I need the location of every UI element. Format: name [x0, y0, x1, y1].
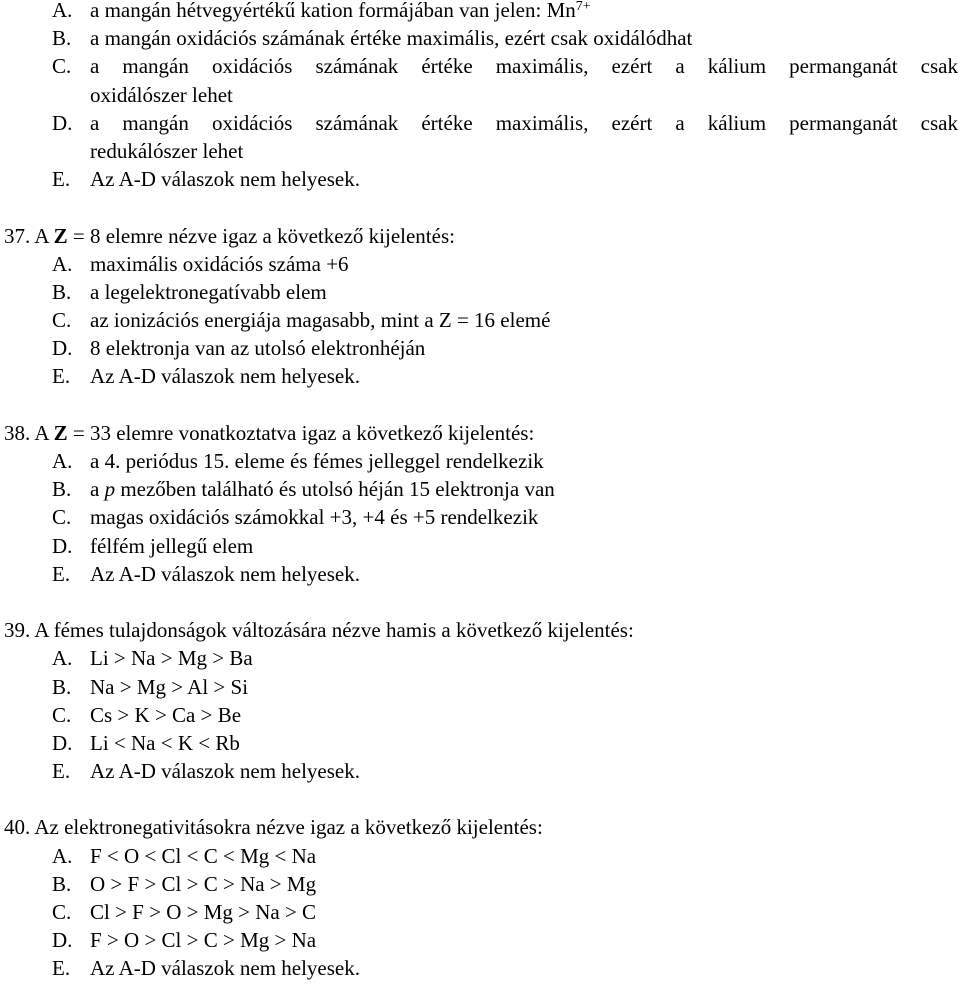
option-text: O > F > Cl > C > Na > Mg — [90, 871, 317, 896]
option-text: Li > Na > Mg > Ba — [90, 646, 253, 671]
option-37-b — [0, 278, 958, 306]
option-36-c-continuation: oxidálószer lehet — [90, 82, 233, 107]
question-38 — [0, 419, 958, 588]
option-text: a mangán oxidációs számának értéke maximális, ezért a kálium permanganát csak — [90, 110, 958, 135]
question-37 — [0, 222, 958, 391]
stem-text: A — [34, 223, 54, 248]
option-label: A. — [52, 0, 73, 22]
option-text: Li < Na < K < Rb — [90, 730, 240, 755]
stem-text: Az elektronegativitásokra nézve igaz a következő kijelentés: — [34, 815, 543, 840]
stem-text: A — [34, 420, 54, 445]
option-39-c — [0, 701, 958, 729]
option-text: a mangán hétvegyértékű kation formájában van jelen: Mn — [90, 0, 576, 22]
option-label: D. — [52, 533, 73, 558]
option-40-b — [0, 870, 958, 898]
option-label: E. — [52, 167, 71, 192]
option-37-c — [0, 306, 958, 334]
option-text: Az A-D válaszok nem helyesek. — [90, 561, 360, 586]
option-label: E. — [52, 561, 71, 586]
option-label: D. — [52, 730, 73, 755]
option-label: C. — [52, 54, 72, 79]
option-38-b — [0, 475, 958, 503]
option-36-c — [0, 52, 958, 80]
option-text: a legelektronegatívabb elem — [90, 279, 327, 304]
option-text: Az A-D válaszok nem helyesek. — [90, 364, 360, 389]
option-40-e — [0, 954, 958, 982]
option-label: E. — [52, 759, 71, 784]
option-36-a — [0, 0, 958, 24]
option-label: D. — [52, 110, 73, 135]
option-label: B. — [52, 674, 72, 699]
option-label: A. — [52, 449, 73, 473]
option-38-a — [0, 447, 958, 475]
option-38-c — [0, 503, 958, 531]
option-text: F > O > Cl > C > Mg > Na — [90, 928, 317, 953]
option-36-b — [0, 24, 958, 52]
spacer — [0, 391, 958, 419]
option-40-c — [0, 898, 958, 926]
question-40 — [0, 813, 958, 982]
option-37-a — [0, 250, 958, 278]
option-label: B. — [52, 477, 72, 502]
option-38-e — [0, 560, 958, 588]
option-36-d-continuation: redukálószer lehet — [90, 138, 244, 163]
option-36-d — [0, 109, 958, 137]
stem-text: = 8 elemre nézve igaz a következő kijelentés: — [67, 223, 455, 248]
option-text: Az A-D válaszok nem helyesek. — [90, 167, 360, 192]
option-40-a — [0, 842, 958, 870]
question-stem — [0, 222, 958, 250]
option-label: D. — [52, 336, 73, 361]
question-stem — [0, 616, 958, 644]
question-number: 39. — [4, 618, 31, 643]
option-text: Az A-D válaszok nem helyesek. — [90, 956, 360, 981]
option-text: Az A-D válaszok nem helyesek. — [90, 759, 360, 784]
option-label: B. — [52, 871, 72, 896]
question-number: 40. — [4, 815, 31, 840]
spacer — [0, 193, 958, 221]
option-39-d — [0, 729, 958, 757]
option-text: Cs > K > Ca > Be — [90, 702, 242, 727]
question-36 — [0, 0, 958, 193]
option-label: E. — [52, 956, 71, 981]
option-label: A. — [52, 646, 73, 671]
option-label: B. — [52, 279, 72, 304]
question-stem — [0, 813, 958, 841]
option-label: C. — [52, 702, 72, 727]
option-label: C. — [52, 900, 72, 924]
option-36-e — [0, 165, 958, 193]
option-39-a — [0, 644, 958, 672]
option-label: E. — [52, 364, 71, 389]
charge-superscript: 7+ — [575, 0, 591, 14]
option-label: D. — [52, 928, 73, 953]
option-text: F < O < Cl < C < Mg < Na — [90, 843, 317, 868]
question-39 — [0, 616, 958, 785]
question-number: 38. — [4, 420, 31, 445]
spacer — [0, 588, 958, 616]
option-38-d — [0, 532, 958, 560]
option-label: A. — [52, 843, 73, 868]
option-40-d — [0, 926, 958, 954]
option-text: mezőben található és utolsó héján 15 elektronja van — [115, 477, 555, 502]
option-text: a mangán oxidációs számának értéke maximális, ezért csak oxidálódhat — [90, 26, 693, 51]
option-text: 8 elektronja van az utolsó elektronhéján — [90, 336, 426, 361]
option-text: magas oxidációs számokkal +3, +4 és +5 rendelkezik — [90, 505, 539, 530]
option-label: A. — [52, 251, 73, 276]
atomic-number-symbol: Z — [53, 420, 68, 445]
atomic-number-symbol: Z — [53, 223, 68, 248]
question-number: 37. — [4, 223, 31, 248]
option-text: a 4. periódus 15. eleme és fémes jelleggel rendelkezik — [90, 449, 544, 473]
option-text-prefix: a — [90, 477, 105, 502]
option-text: maximális oxidációs száma +6 — [90, 251, 349, 276]
option-label: B. — [52, 26, 72, 51]
spacer — [0, 785, 958, 813]
option-label: C. — [52, 505, 72, 530]
option-text: Cl > F > O > Mg > Na > C — [90, 900, 317, 924]
option-text: az ionizációs energiája magasabb, mint a Z = 16 elemé — [90, 308, 551, 333]
option-label: C. — [52, 308, 72, 333]
option-37-e — [0, 362, 958, 390]
option-39-b — [0, 673, 958, 701]
option-37-d — [0, 334, 958, 362]
question-stem — [0, 419, 958, 447]
stem-text: = 33 elemre vonatkoztatva igaz a következő kijelentés: — [67, 420, 535, 445]
option-text: félfém jellegű elem — [90, 533, 254, 558]
option-39-e — [0, 757, 958, 785]
option-text: Na > Mg > Al > Si — [90, 674, 249, 699]
option-text: a mangán oxidációs számának értéke maximális, ezért a kálium permanganát csak — [90, 54, 958, 79]
block-symbol: p — [104, 477, 116, 502]
stem-text: A fémes tulajdonságok változására nézve hamis a következő kijelentés: — [34, 618, 634, 643]
